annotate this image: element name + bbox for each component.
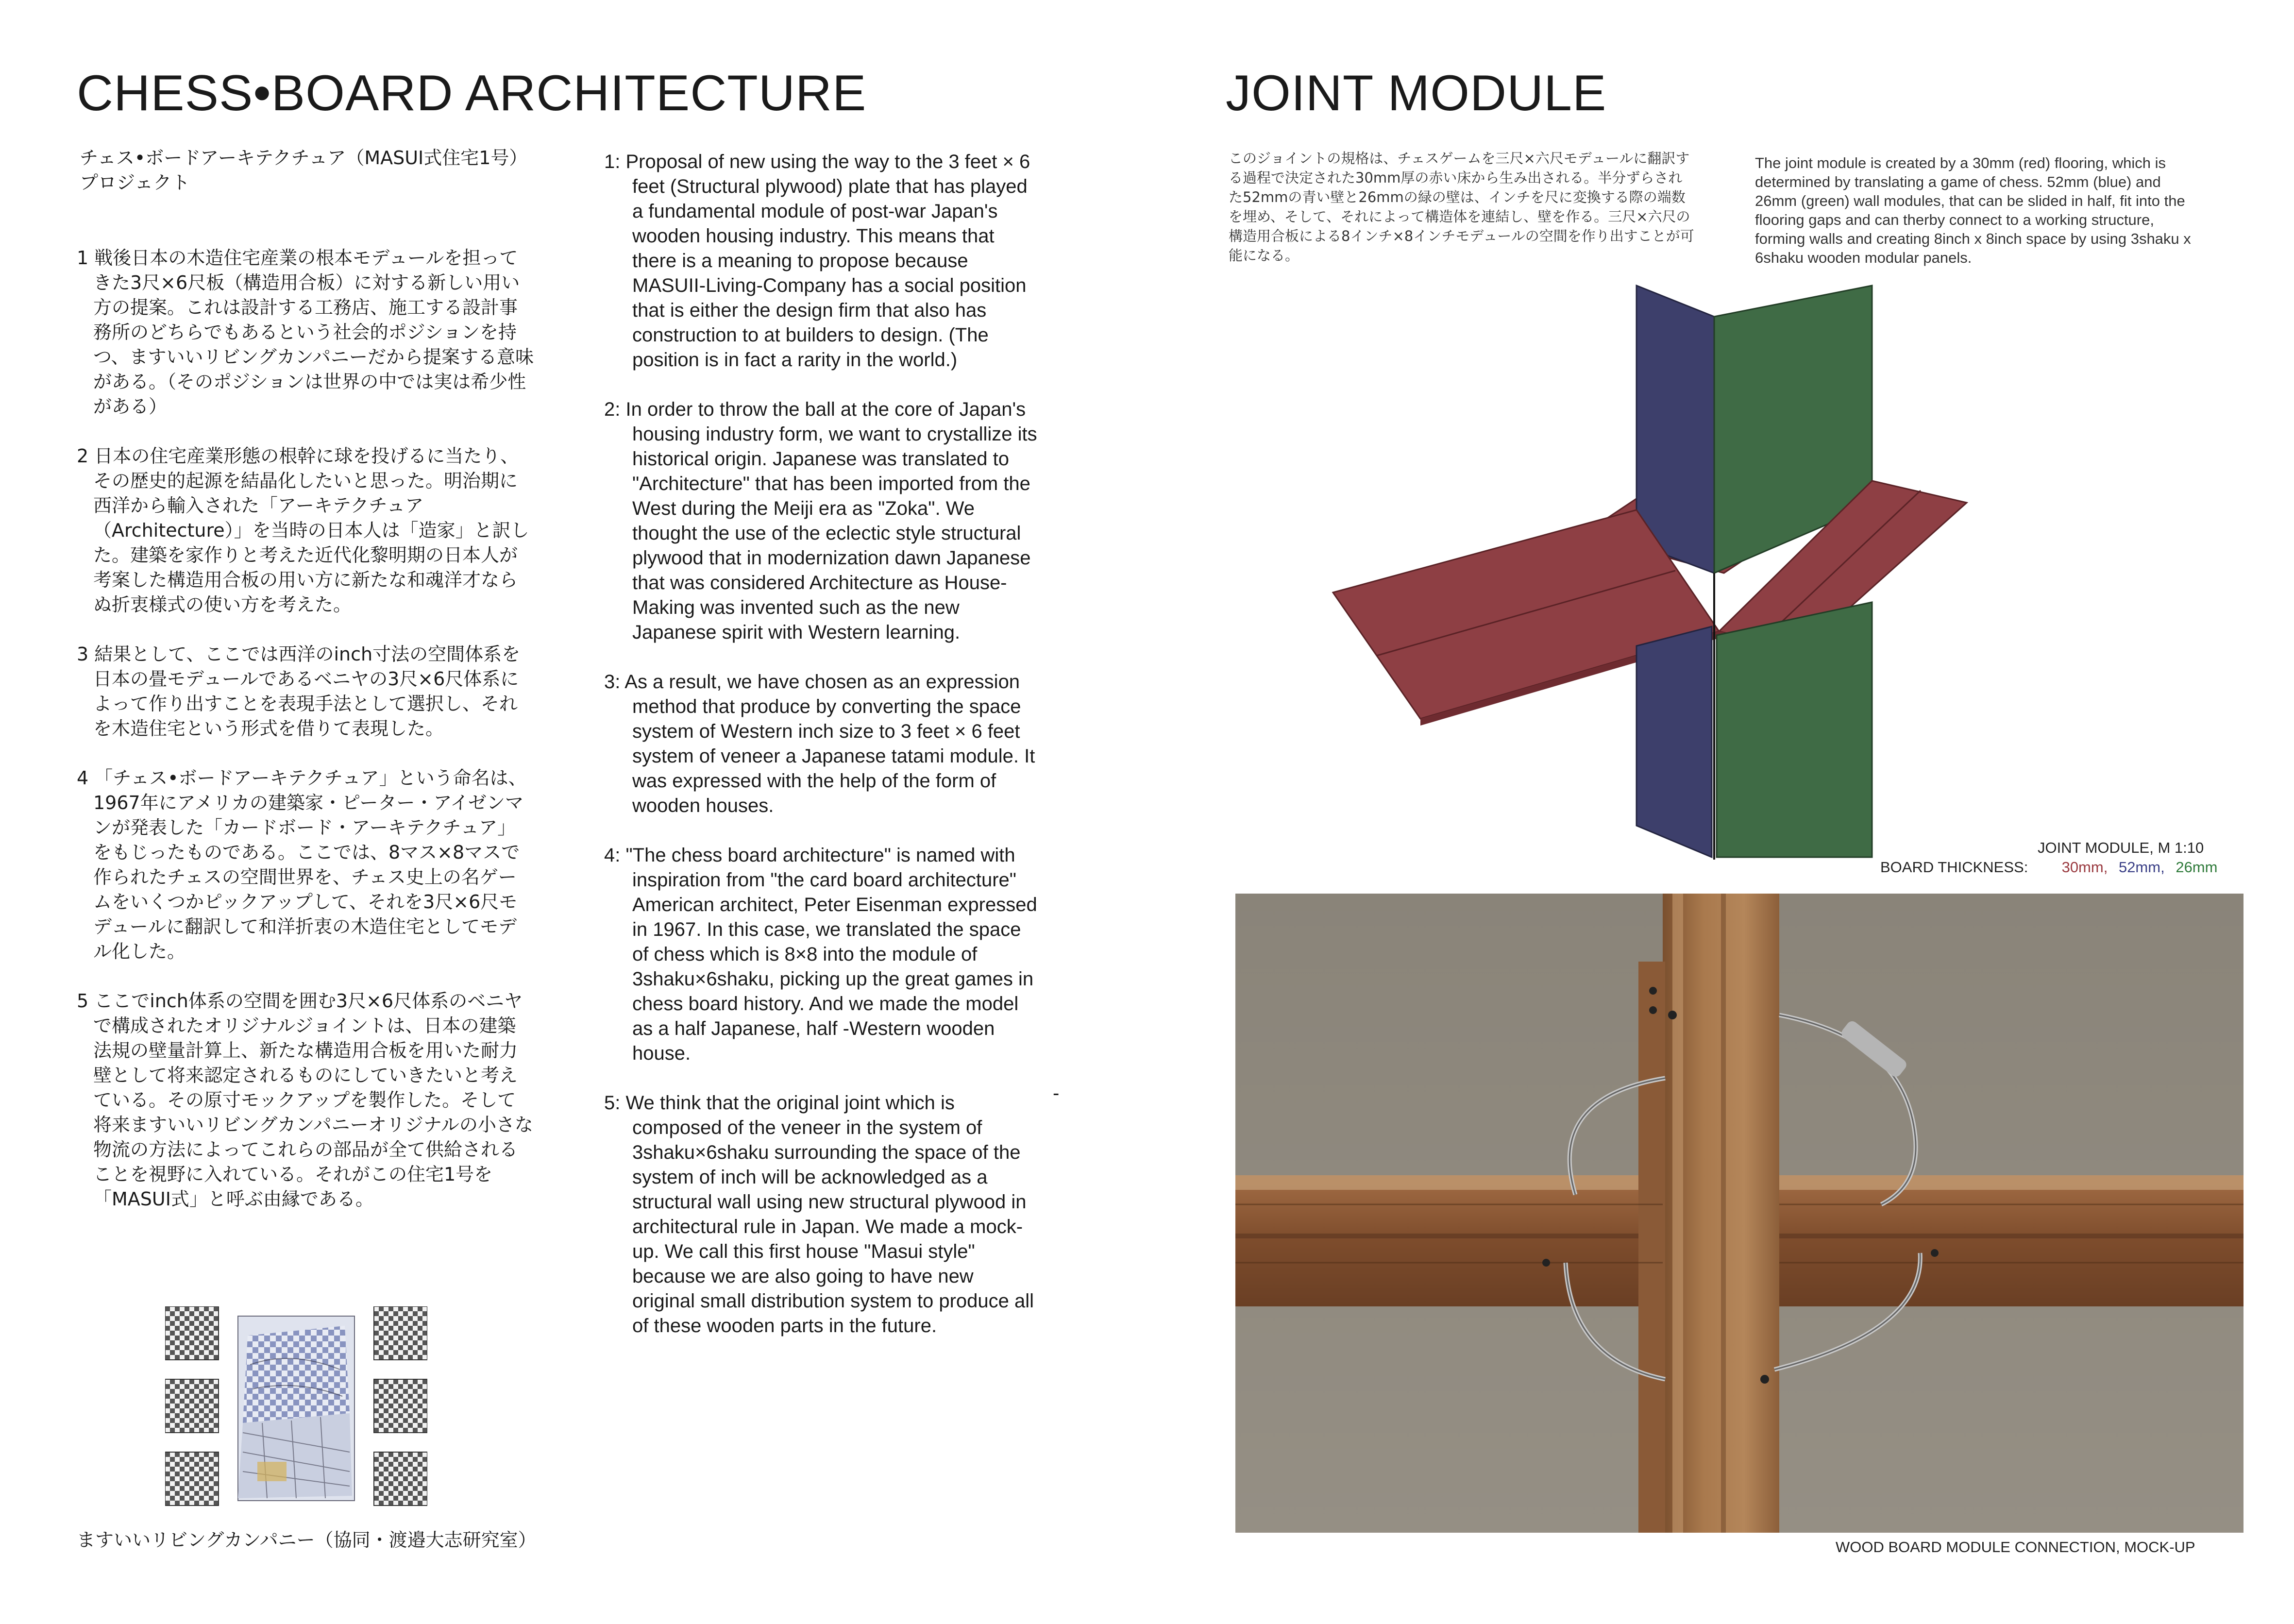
left-page-title: CHESS•BOARD ARCHITECTURE	[77, 65, 867, 121]
stray-mark: -	[1053, 1083, 1060, 1104]
board-thickness-legend	[1880, 859, 2217, 876]
green-wall-lower	[1717, 602, 1872, 857]
en-paragraph: 4: "The chess board architecture" is named with inspiration from "the card board architecture" American architect, Peter Eisenman expressed in 1967. In this case, we translated the space of chess which is 8×8 into the module of 3shaku×6shaku, picking up the great games in chess board history. And we made the model as a half Japanese, half -Western wooden house.	[604, 845, 1037, 1064]
joint-module-svg	[1326, 282, 2010, 874]
joint-jp-description: このジョイントの規格は、チェスゲームを三尺×六尺モデュールに翻訳する過程で決定された30mm厚の赤い床から生み出される。半分ずらされた52mmの青い壁と26mmの緑の壁は、インチを尺に変換する際の端数を埋め、そして、それによって構造体を連結し、壁を作る。三尺×六尺の構造用合板による8インチ×8インチモデュールの空間を作り出すことが可能になる。	[1229, 150, 1694, 264]
en-paragraph: 1: Proposal of new using the way to the 3 feet × 6 feet (Structural plywood) plate that has played a fundamental module of post-war Japan's wooden housing industry. This means that there is a meaning to propose because MASUII-Living-Company has a social position that is either the design firm that also has construction to at builders to design. (The position is in fact a rarity in the world.)	[604, 151, 1030, 371]
jp-paragraph: 5 ここでinch体系の空間を囲む3尺×6尺体系のベニヤで構成されたオリジナルジョイントは、日本の建築法規の壁量計算上、新たな構造用合板を用いた耐力壁として将来認定されるものにしていきたいと考えている。その原寸モックアップを製作した。そして将来ますいいリビングカンパニーオリジナルの小さな物流の方法によってこれらの部品が全て供給されることを視野に入れている。それがこの住宅1号を「MASUI式」と呼ぶ由縁である。	[77, 990, 533, 1210]
mockup-photo	[1235, 894, 2243, 1533]
jp-paragraph: 1 戦後日本の木造住宅産業の根本モデュールを担ってきた3尺×6尺板（構造用合板）に対する新しい用い方の提案。これは設計する工務店、施工する設計事務所のどちらでもあるという社会的ポジションを持つ、ますいいリビングカンパニーだから提案する意味がある。（そのポジションは世界の中では実は希少性がある）	[77, 247, 534, 417]
joint-module-diagram	[1326, 282, 2010, 874]
right-page-title: JOINT MODULE	[1226, 65, 1607, 121]
en-paragraph: 3: As a result, we have chosen as an expression method that produce by converting the space system of Western inch size to 3 feet × 6 feet system of veneer a Japanese tatami module. It was expressed with the help of the form of wooden houses.	[604, 671, 1035, 816]
chess-collage-svg	[165, 1306, 427, 1510]
diagram-caption: JOINT MODULE, M 1:10	[2038, 839, 2204, 856]
thickness-blue: 52mm,	[2118, 859, 2165, 876]
photo-caption: WOOD BOARD MODULE CONNECTION, MOCK-UP	[1836, 1539, 2195, 1556]
chess-collage-illustration	[165, 1306, 427, 1510]
thickness-red: 30mm,	[2061, 859, 2108, 876]
mockup-photo-svg	[1235, 894, 2243, 1533]
jp-paragraph: 2 日本の住宅産業形態の根幹に球を投げるに当たり、その歴史的起源を結晶化したいと思った。明治期に西洋から輸入された「アーキテクチュア（Architecture）」を当時の日本人は「造家」と訳した。建築を家作りと考えた近代化黎明期の日本人が考案した構造用合板の用い方に新たな和魂洋才ならぬ折衷様式の使い方を考えた。	[77, 445, 529, 615]
jp-paragraph: 4 「チェス•ボードアーキテクチュア」という命名は、1967年にアメリカの建築家・ピーター・アイゼンマンが発表した「カードボード・アーキテクチュア」をもじったものである。ここでは、8マス×8マスで作られたチェスの空間世界を、チェス史上の名ゲームをいくつかピックアップして、それを3尺×6尺モデュールに翻訳して和洋折衷の木造住宅としてモデル化した。	[77, 767, 527, 962]
thickness-green: 26mm	[2176, 859, 2218, 876]
en-paragraph: 5: We think that the original joint which is composed of the veneer in the system of 3shaku×6shaku surrounding the space of the system of inch will be acknowledged as a structural wall using new structural plywood in architectural rule in Japan. We made a mock-up. We call this first house "Masui style" because we are also going to have new original small distribution system to produce all of these wooden parts in the future.	[604, 1092, 1034, 1336]
blue-wall-lower	[1636, 626, 1712, 857]
chessboards-left-column	[165, 1306, 219, 1506]
board-thickness-label: BOARD THICKNESS:	[1880, 859, 2028, 876]
central-sketch	[238, 1316, 354, 1501]
joint-en-description: The joint module is created by a 30mm (red) flooring, which is determined by translating a game of chess. 52mm (blue) and 26mm (green) wall modules, that can be slided in half, fit into the flooring gaps and can therby connect to a working structure, forming walls and creating 8inch x 8inch space by using 3shaku x 6shaku wooden modular panels.	[1755, 154, 2191, 266]
jp-paragraph: 3 結果として、ここでは西洋のinch寸法の空間体系を日本の畳モデュールであるベニヤの3尺×6尺体系によって作り出すことを表現手法として選択し、それを木造住宅という形式を借りて表現した。	[77, 643, 521, 739]
jp-credit: ますいいリビングカンパニー（協同・渡邉大志研究室）	[77, 1529, 537, 1551]
en-paragraph: 2: In order to throw the ball at the core of Japan's housing industry form, we want to crystallize its historical origin. Japanese was translated to "Architecture" that has been imported from the West during the Meiji era as "Zoka". We thought the use of the eclectic style structural plywood that in modernization dawn Japanese that was considered Architecture as House-Making was invented such as the new Japanese spirit with Western learning.	[604, 399, 1037, 643]
jp-heading-line1: チェス•ボードアーキテクチュア（MASUI式住宅1号）	[80, 147, 528, 169]
en-body	[604, 150, 1041, 1363]
chessboards-right-column	[374, 1306, 427, 1506]
jp-heading	[80, 146, 565, 195]
jp-heading-line2: プロジェクト	[80, 172, 190, 193]
jp-body	[77, 246, 534, 1236]
